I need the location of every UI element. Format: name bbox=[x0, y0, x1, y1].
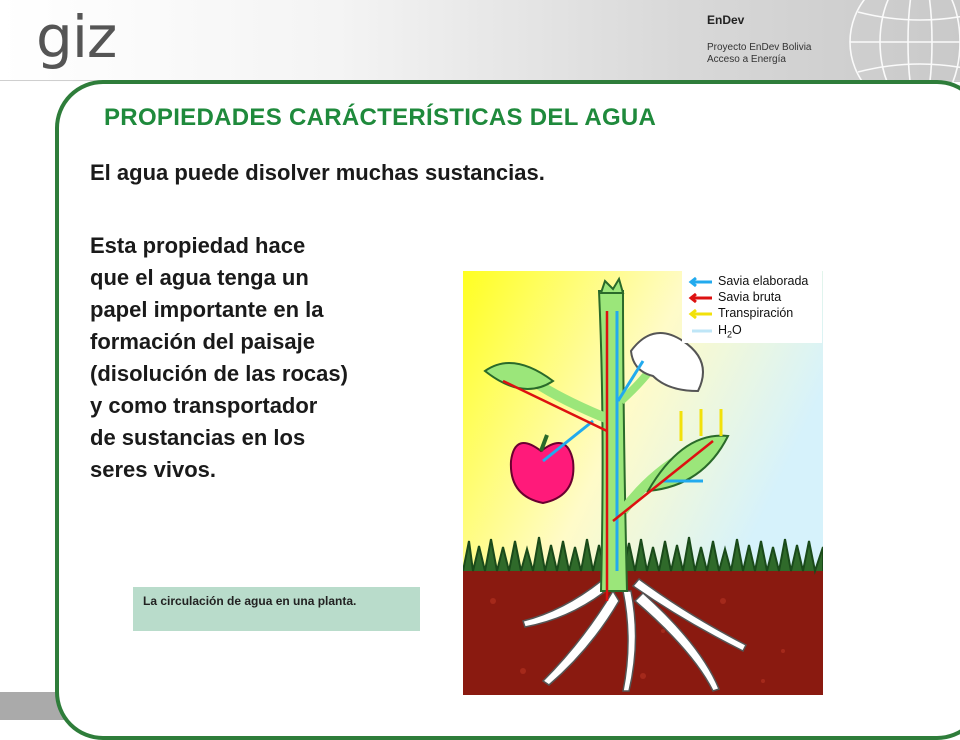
slide-title: PROPIEDADES CARÁCTERÍSTICAS DEL AGUA bbox=[104, 104, 657, 131]
globe-icon bbox=[838, 0, 960, 82]
slide-body-text: Esta propiedad hace que el agua tenga un papel importante en la formación del paisaje (disolución de las rocas) y como transportador de sustancias en los seres vivos. bbox=[90, 233, 348, 482]
red-arrow-icon bbox=[686, 292, 714, 304]
legend-label-sub: 2 bbox=[727, 329, 733, 340]
legend-item bbox=[682, 290, 822, 306]
legend-label bbox=[718, 323, 742, 340]
legend-label-suffix: O bbox=[732, 323, 742, 337]
legend-label: Transpiración bbox=[718, 306, 794, 320]
slide-subtitle: El agua puede disolver muchas sustancias. bbox=[90, 160, 545, 185]
legend-item bbox=[682, 306, 822, 322]
project-line-1: Proyecto EnDev Bolivia bbox=[707, 42, 812, 53]
light-blue-arrow-icon bbox=[686, 325, 714, 337]
legend-label: Savia bruta bbox=[718, 290, 782, 304]
plant-stem bbox=[599, 291, 627, 591]
yellow-arrow-icon bbox=[686, 308, 714, 320]
legend-label: Savia elaborada bbox=[718, 274, 809, 288]
legend-item bbox=[682, 323, 822, 339]
legend-label-prefix: H bbox=[718, 323, 728, 337]
image-caption: La circulación de agua en una planta. bbox=[133, 587, 420, 631]
project-line-2: Acceso a Energía bbox=[707, 54, 786, 65]
legend bbox=[682, 271, 822, 343]
giz-logo: giz bbox=[36, 3, 117, 71]
blue-arrow-icon bbox=[686, 276, 714, 288]
project-subtitle bbox=[707, 42, 812, 66]
legend-item bbox=[682, 274, 822, 290]
header-background bbox=[0, 0, 960, 82]
project-title: EnDev bbox=[707, 13, 745, 27]
